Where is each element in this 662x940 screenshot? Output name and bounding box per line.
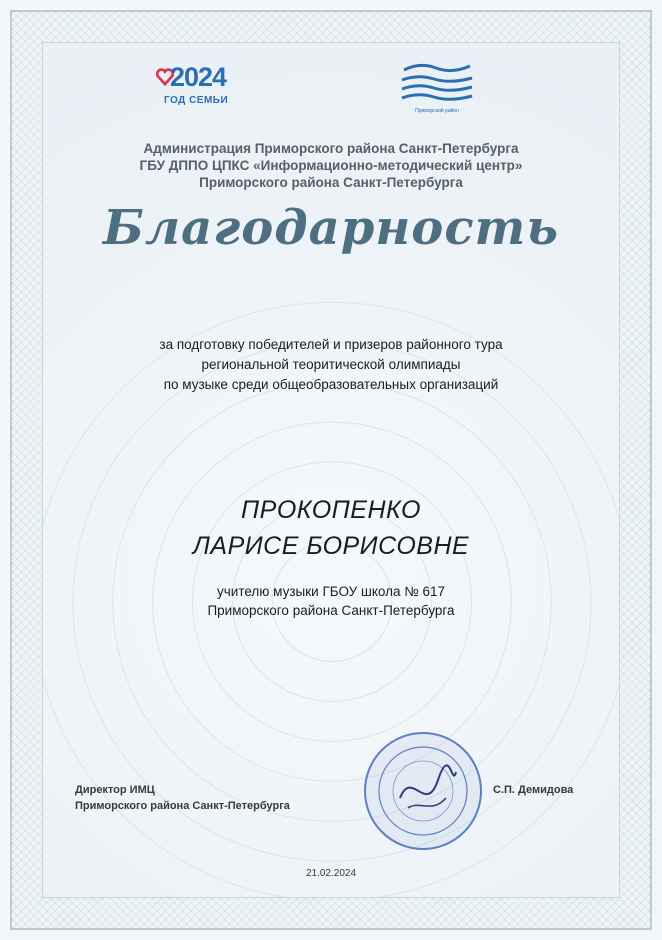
waves-icon bbox=[396, 60, 478, 108]
signatory-name: С.П. Демидова bbox=[493, 784, 574, 796]
position-line-1: учителю музыки ГБОУ школа № 617 bbox=[217, 584, 445, 599]
year-of-family-logo bbox=[156, 62, 238, 116]
reason-line-2: региональной теоритической олимпиады bbox=[201, 357, 461, 372]
position-line-2: Приморского района Санкт-Петербурга bbox=[207, 603, 455, 618]
district-logo bbox=[396, 60, 478, 116]
recipient-name bbox=[60, 492, 602, 564]
district-logo-caption: Приморский район bbox=[415, 108, 459, 114]
recipient-given-names: ЛАРИСЕ БОРИСОВНЕ bbox=[192, 532, 470, 560]
reason-line-1: за подготовку победителей и призеров районного тура bbox=[159, 337, 503, 352]
award-reason bbox=[60, 335, 602, 395]
logo-year: 2024 bbox=[170, 62, 227, 92]
certificate-title: Благодарность bbox=[103, 200, 559, 256]
reason-line-3: по музыке среди общеобразовательных организаций bbox=[163, 377, 499, 392]
logo-subtitle: ГОД СЕМЬИ bbox=[164, 95, 229, 106]
issue-date: 21.02.2024 bbox=[305, 868, 357, 879]
org-line-2: ГБУ ДППО ЦПКС «Информационно-методический центр» bbox=[139, 158, 523, 173]
signatory-role-line-2: Приморского района Санкт-Петербурга bbox=[75, 800, 290, 812]
official-seal bbox=[360, 728, 486, 854]
signatory-role bbox=[75, 782, 290, 814]
recipient-position bbox=[60, 582, 602, 620]
signatory-role-line-1: Директор ИМЦ bbox=[75, 784, 155, 796]
issuing-organization bbox=[60, 140, 602, 191]
org-line-3: Приморского района Санкт-Петербурга bbox=[199, 175, 463, 190]
recipient-surname: ПРОКОПЕНКО bbox=[241, 496, 421, 524]
org-line-1: Администрация Приморского района Санкт-Петербурга bbox=[143, 141, 519, 156]
